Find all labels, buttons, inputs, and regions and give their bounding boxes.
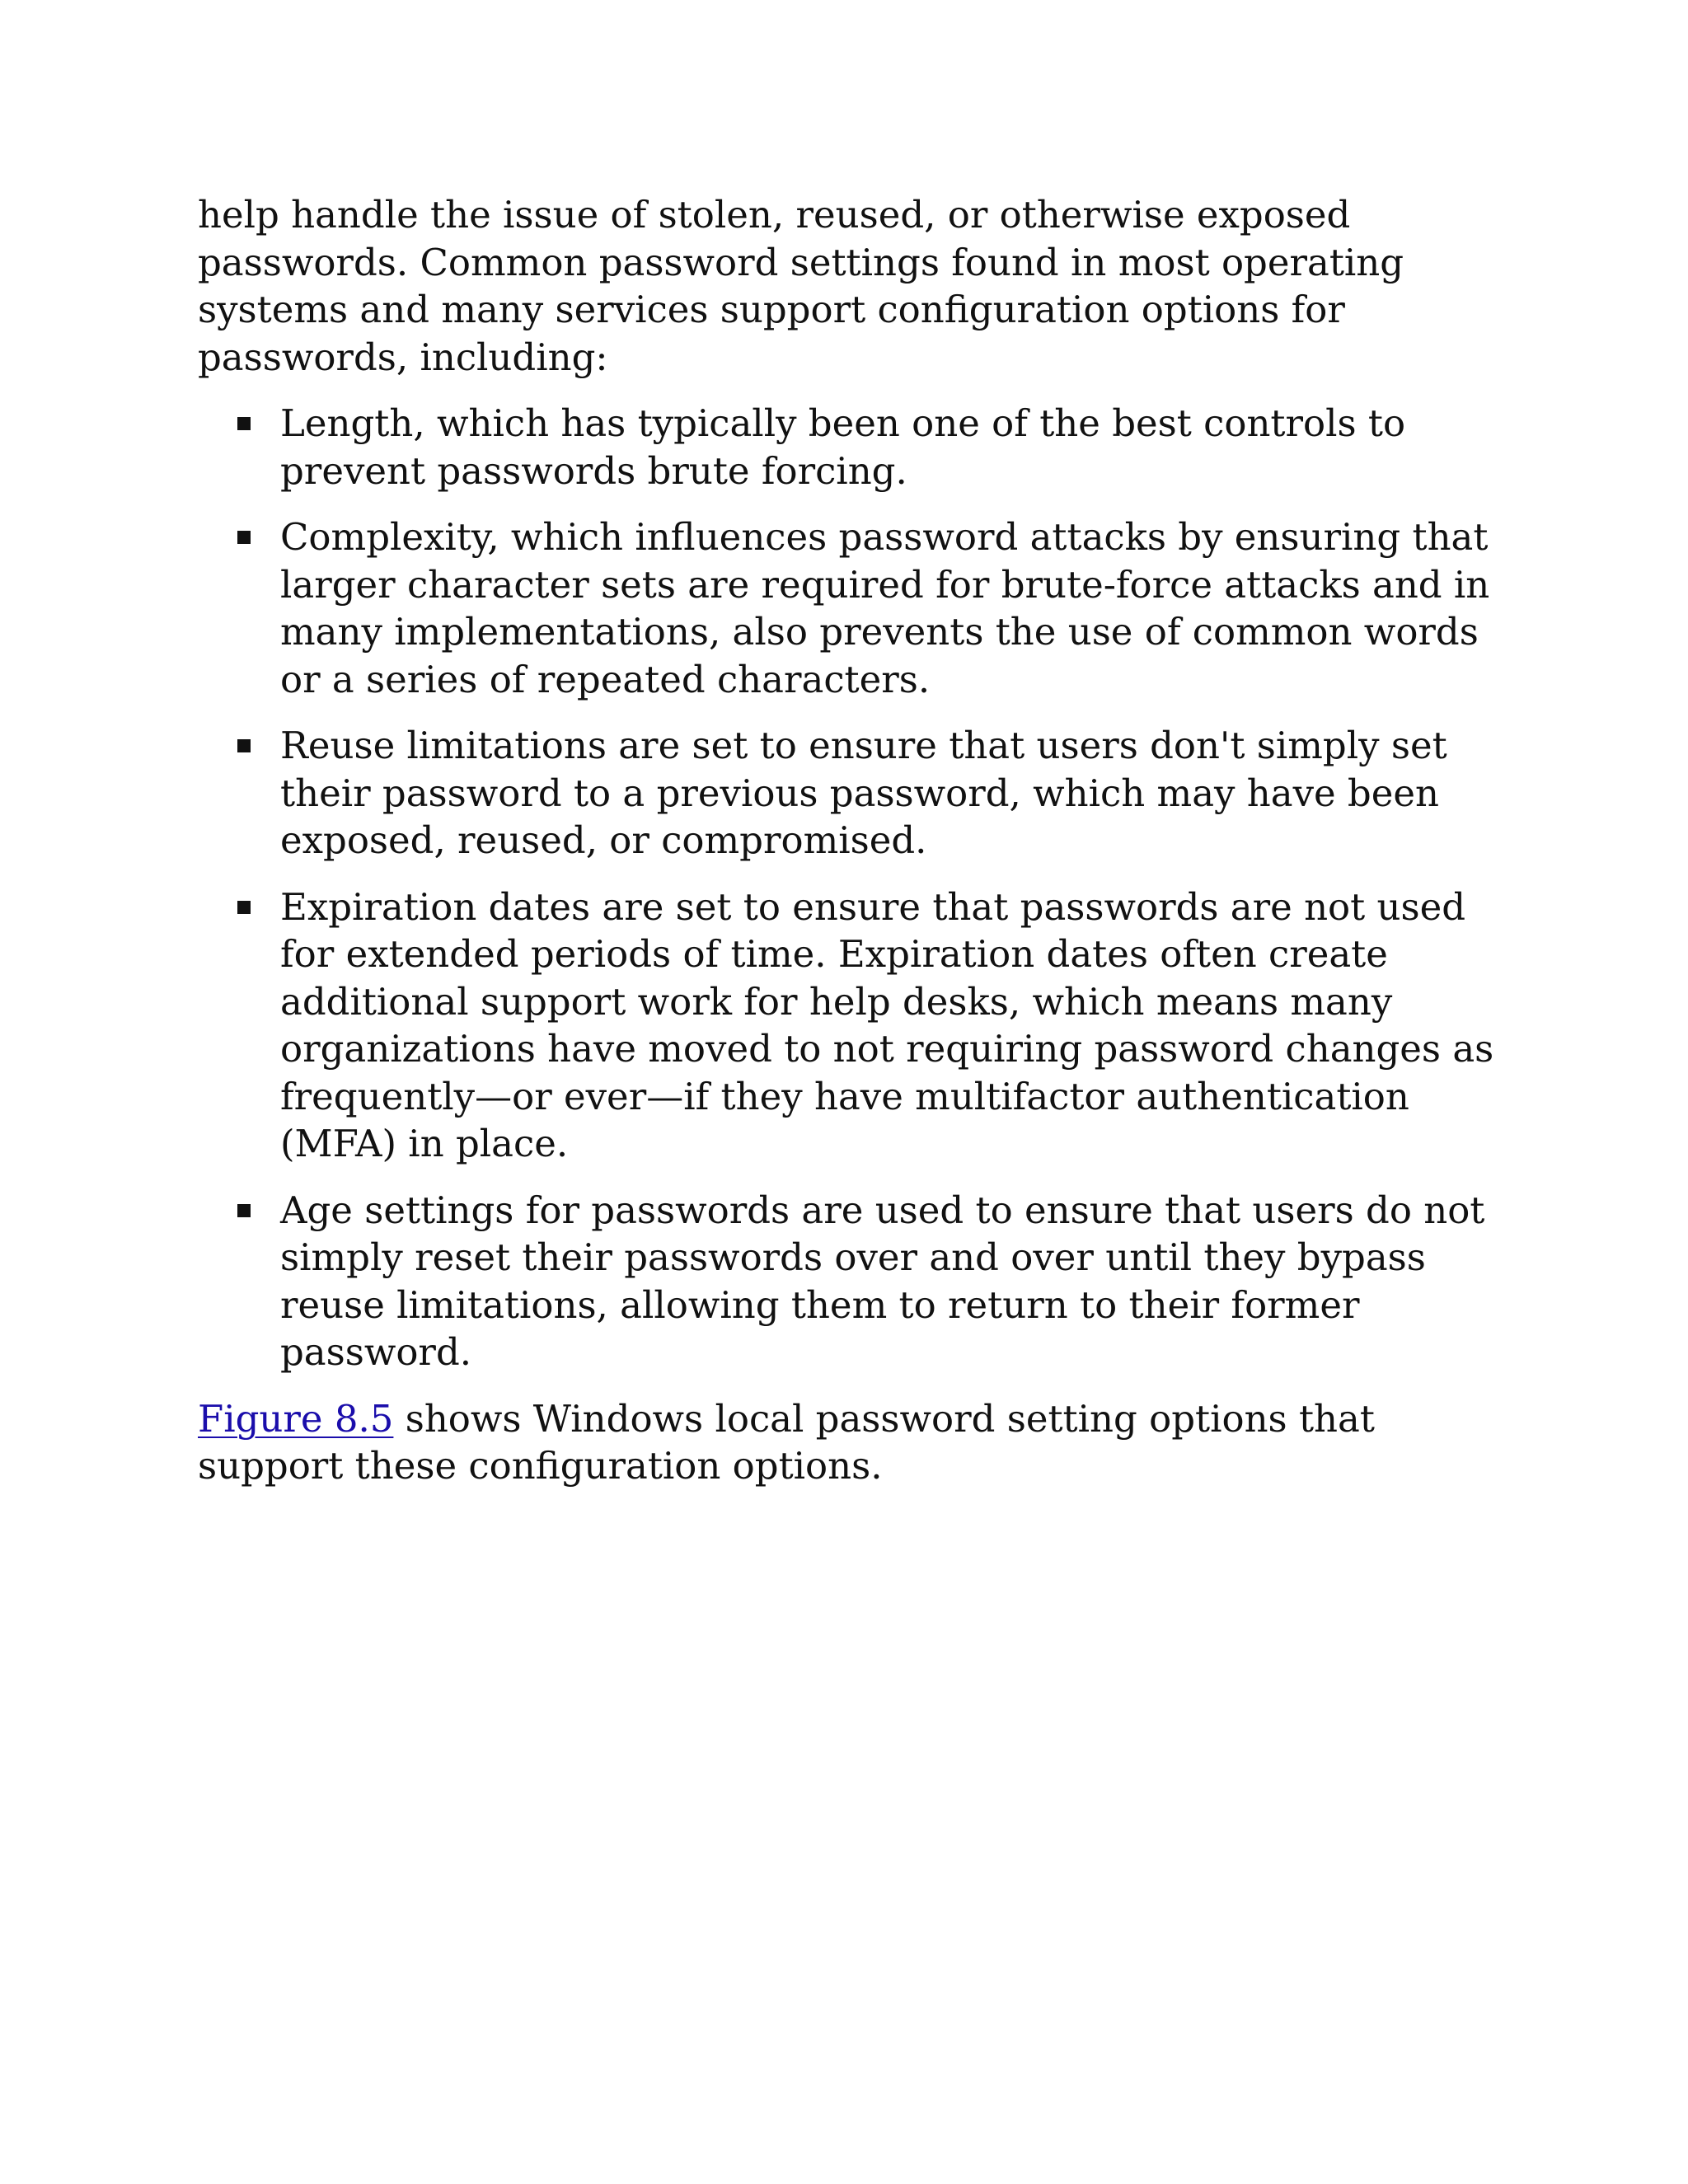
square-bullet-icon (237, 531, 251, 544)
list-item-text: Age settings for passwords are used to ensure that users do not simply reset their passwords over and over until they bypass reuse limitations, allowing them to return to their former password. (280, 1188, 1485, 1374)
square-bullet-icon (237, 1204, 251, 1217)
list-item (198, 883, 1517, 1168)
list-item (198, 1187, 1517, 1376)
closing-paragraph-text: shows Windows local password setting options that support these configuration options. (198, 1396, 1375, 1488)
closing-paragraph (198, 1395, 1517, 1490)
list-item-text: Expiration dates are set to ensure that passwords are not used for extended periods of time. Expiration dates often create additional support work for help desks, which means many organizations have moved to not requiring password changes as frequently—or ever—if they have multifactor authentication (MFA) in place. (280, 884, 1494, 1165)
square-bullet-icon (237, 739, 251, 752)
figure-8-5-link[interactable]: Figure 8.5 (198, 1396, 394, 1441)
list-item-text: Complexity, which influences password attacks by ensuring that larger character sets are required for brute-force attacks and in many implementations, also prevents the use of common words or a series of repeated characters. (280, 515, 1490, 701)
list-item (198, 513, 1517, 703)
password-settings-list (198, 400, 1517, 1376)
list-item (198, 722, 1517, 865)
square-bullet-icon (237, 417, 251, 430)
intro-paragraph: help handle the issue of stolen, reused, or otherwise exposed passwords. Common password settings found in most operating systems and many services support configuration options for passwords, including: (198, 193, 1404, 379)
list-item (198, 400, 1517, 494)
list-item-text: Length, which has typically been one of the best controls to prevent passwords brute forcing. (280, 401, 1406, 493)
document-page (198, 191, 1517, 1490)
list-item-text: Reuse limitations are set to ensure that users don't simply set their password to a previous password, which may have been exposed, reused, or compromised. (280, 724, 1447, 862)
square-bullet-icon (237, 901, 251, 914)
